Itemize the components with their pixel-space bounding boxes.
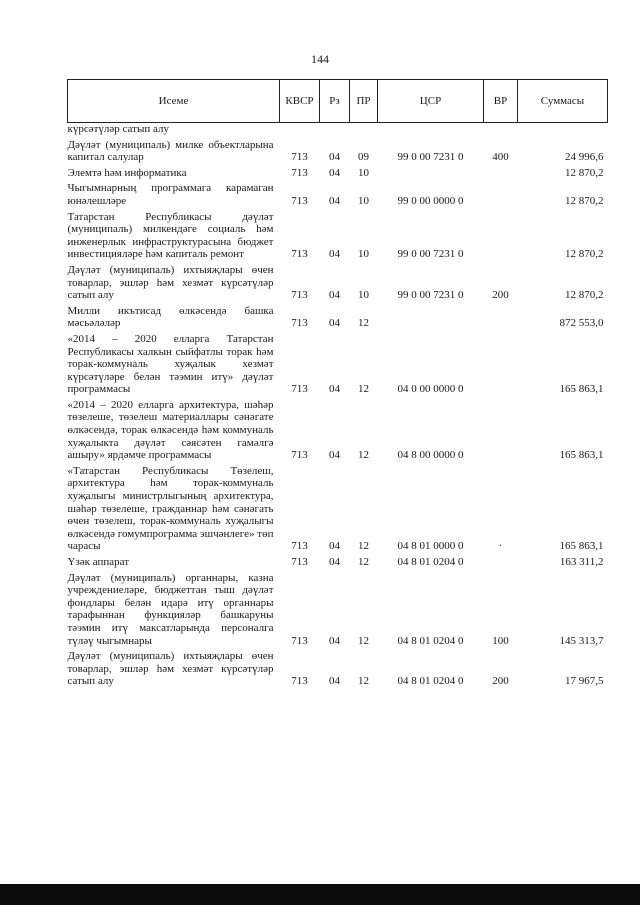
cell-rz: 04 xyxy=(329,383,340,396)
cell-kvsr: 713 xyxy=(291,289,308,302)
cell-name: Дәүләт (муниципаль) органнары, казна учреждениеләре, бюджеттан тыш дәүләт фондлары белән идарә итү органнары тарафыннан функцияләр башкаруны тәэмин итү максатларында персоналга түләү чыгымнары xyxy=(67,571,274,647)
cell-kvsr: 713 xyxy=(291,556,308,568)
table-row xyxy=(68,137,608,165)
cell-csr xyxy=(378,165,484,181)
cell-sum xyxy=(518,123,608,137)
cell-pr: 10 xyxy=(358,166,369,179)
cell-pr: 12 xyxy=(358,634,369,647)
table-row xyxy=(68,463,608,554)
cell-name: Дәүләт (муниципаль) ихтыяҗлары өчен товарлар, эшләр һәм хезмәт күрсәтүләр сатып алу xyxy=(67,650,274,688)
cell-csr: 04 8 01 0204 0 xyxy=(397,634,464,647)
cell-name: Элемтә һәм информатика xyxy=(67,166,187,179)
cell-kvsr: 713 xyxy=(291,194,308,207)
cell-name: Дәүләт (муниципаль) ихтыяҗлары өчен товарлар, эшләр һәм хезмәт күрсәтүләр сатып алу xyxy=(67,263,274,302)
cell-rz: 04 xyxy=(329,166,340,179)
header-vr: ВР xyxy=(484,80,518,123)
cell-name: Милли икътисад өлкәсендә башка мәсьәләләр xyxy=(67,304,274,330)
cell-csr: 04 8 00 0000 0 xyxy=(397,449,464,462)
cell-kvsr: 713 xyxy=(291,675,308,688)
table-row xyxy=(68,648,608,689)
cell-vr: · xyxy=(498,540,503,553)
table-header xyxy=(68,80,608,123)
cell-sum: 165 863,1 xyxy=(559,449,604,462)
cell-name: Үзәк аппарат xyxy=(67,556,130,568)
cell-pr: 12 xyxy=(358,675,369,688)
table-row xyxy=(68,570,608,649)
cell-vr xyxy=(484,123,518,137)
cell-rz: 04 xyxy=(329,289,340,302)
table-row xyxy=(68,262,608,303)
table-row xyxy=(68,331,608,397)
cell-vr: 400 xyxy=(492,151,509,164)
cell-pr: 12 xyxy=(358,556,369,568)
cell-kvsr: 713 xyxy=(291,151,308,164)
header-kvsr: КВСР xyxy=(280,80,320,123)
table-row xyxy=(68,303,608,331)
cell-csr: 99 0 00 0000 0 xyxy=(397,194,464,207)
budget-table xyxy=(67,79,608,689)
cell-pr: 10 xyxy=(358,289,369,302)
header-rz: Рз xyxy=(320,80,350,123)
cell-vr xyxy=(484,303,518,331)
cell-csr xyxy=(378,123,484,137)
cell-pr: 12 xyxy=(358,383,369,396)
cell-sum: 12 870,2 xyxy=(565,194,604,207)
cell-sum: 163 311,2 xyxy=(559,556,604,568)
cell-kvsr: 713 xyxy=(291,449,308,462)
cell-sum: 165 863,1 xyxy=(559,383,604,396)
cell-vr: 200 xyxy=(492,289,509,302)
cell-sum: 872 553,0 xyxy=(559,317,604,330)
cell-vr: 100 xyxy=(492,634,509,647)
table-row xyxy=(68,180,608,208)
cell-rz xyxy=(320,123,350,137)
cell-csr: 04 8 01 0204 0 xyxy=(397,675,464,688)
cell-csr: 99 0 00 7231 0 xyxy=(397,151,464,164)
cell-sum: 145 313,7 xyxy=(559,634,604,647)
cell-rz: 04 xyxy=(329,449,340,462)
cell-kvsr: 713 xyxy=(291,634,308,647)
cell-vr xyxy=(484,397,518,463)
cell-kvsr: 713 xyxy=(291,383,308,396)
cell-name: Чыгымнарның программага карамаган юнәлешләре xyxy=(67,182,274,207)
cell-vr xyxy=(484,180,518,208)
cell-csr: 04 8 01 0204 0 xyxy=(397,556,464,568)
table-row xyxy=(68,397,608,463)
cell-name: «Татарстан Республикасы Төзелеш, архитектура һәм торак-коммуналь хуҗалыгы министрлыгының архитектура, шәһәр төзелеше, гражданнар һәм сәнәгать өчен төзелеш, торак-коммуналь хуҗалыгы өлкәсендә гомумпрограмма эшчәнлеге» төп чарасы xyxy=(67,464,274,553)
cell-pr: 12 xyxy=(358,449,369,462)
cell-kvsr: 713 xyxy=(291,248,308,261)
cell-rz: 04 xyxy=(329,248,340,261)
scan-bottom-border xyxy=(0,884,640,905)
cell-vr xyxy=(484,331,518,397)
cell-rz: 04 xyxy=(329,317,340,330)
header-csr: ЦСР xyxy=(378,80,484,123)
cell-pr: 10 xyxy=(358,194,369,207)
cell-rz: 04 xyxy=(329,151,340,164)
table-row xyxy=(68,209,608,262)
header-name: Исеме xyxy=(68,80,280,123)
cell-vr xyxy=(484,209,518,262)
cell-pr: 12 xyxy=(358,540,369,553)
cell-name: Дәүләт (муниципаль) милке объектларына капитал салулар xyxy=(67,138,274,164)
cell-csr xyxy=(378,303,484,331)
cell-sum: 24 996,6 xyxy=(565,151,604,164)
cell-kvsr: 713 xyxy=(291,540,308,553)
cell-pr: 10 xyxy=(358,248,369,261)
cell-name: «2014 – 2020 елларга архитектура, шәһәр төзелеше, төзелеш материаллары сәнәгате өлкәсендә, торак өлкәсендә һәм коммуналь хуҗалыкта дәүләт сәясәтен гамәлгә ашыру» ярдәмче программасы xyxy=(67,398,274,462)
page-number: 144 xyxy=(311,52,329,66)
cell-vr: 200 xyxy=(492,675,509,688)
cell-pr: 09 xyxy=(358,151,369,164)
cell-sum: 12 870,2 xyxy=(565,289,604,302)
table-row xyxy=(68,165,608,181)
table-row xyxy=(68,554,608,570)
cell-rz: 04 xyxy=(329,194,340,207)
cell-csr: 04 0 00 0000 0 xyxy=(397,383,464,396)
cell-sum: 12 870,2 xyxy=(565,166,604,179)
cell-rz: 04 xyxy=(329,556,340,568)
cell-sum: 17 967,5 xyxy=(565,675,604,688)
cell-kvsr: 713 xyxy=(291,317,308,330)
cell-vr xyxy=(484,554,518,570)
cell-sum: 165 863,1 xyxy=(559,540,604,553)
cell-rz: 04 xyxy=(329,634,340,647)
cell-name: күрсәтүләр сатып алу xyxy=(67,123,169,135)
table-row xyxy=(68,123,608,137)
cell-name: «2014 – 2020 елларга Татарстан Республикасы халкын сыйфатлы торак һәм торак-коммуналь хуҗалык хезмәт күрсәтүләре белән тәэмин итү» дәүләт программасы xyxy=(67,332,274,396)
cell-csr: 99 0 00 7231 0 xyxy=(397,289,464,302)
cell-rz: 04 xyxy=(329,540,340,553)
header-pr: ПР xyxy=(350,80,378,123)
header-sum: Суммасы xyxy=(518,80,608,123)
cell-vr xyxy=(484,165,518,181)
cell-pr xyxy=(350,123,378,137)
cell-pr: 12 xyxy=(358,317,369,330)
cell-sum: 12 870,2 xyxy=(565,248,604,261)
cell-csr: 04 8 01 0000 0 xyxy=(397,540,464,553)
cell-rz: 04 xyxy=(329,675,340,688)
cell-kvsr xyxy=(280,123,320,137)
cell-csr: 99 0 00 7231 0 xyxy=(397,248,464,261)
cell-name: Татарстан Республикасы дәүләт (муниципаль) милкендәге социаль һәм инженерлык инфраструктурасына бюджет инвестицияләре һәм капиталь ремонт xyxy=(67,210,274,261)
table-body xyxy=(68,123,608,689)
cell-kvsr: 713 xyxy=(291,166,308,179)
